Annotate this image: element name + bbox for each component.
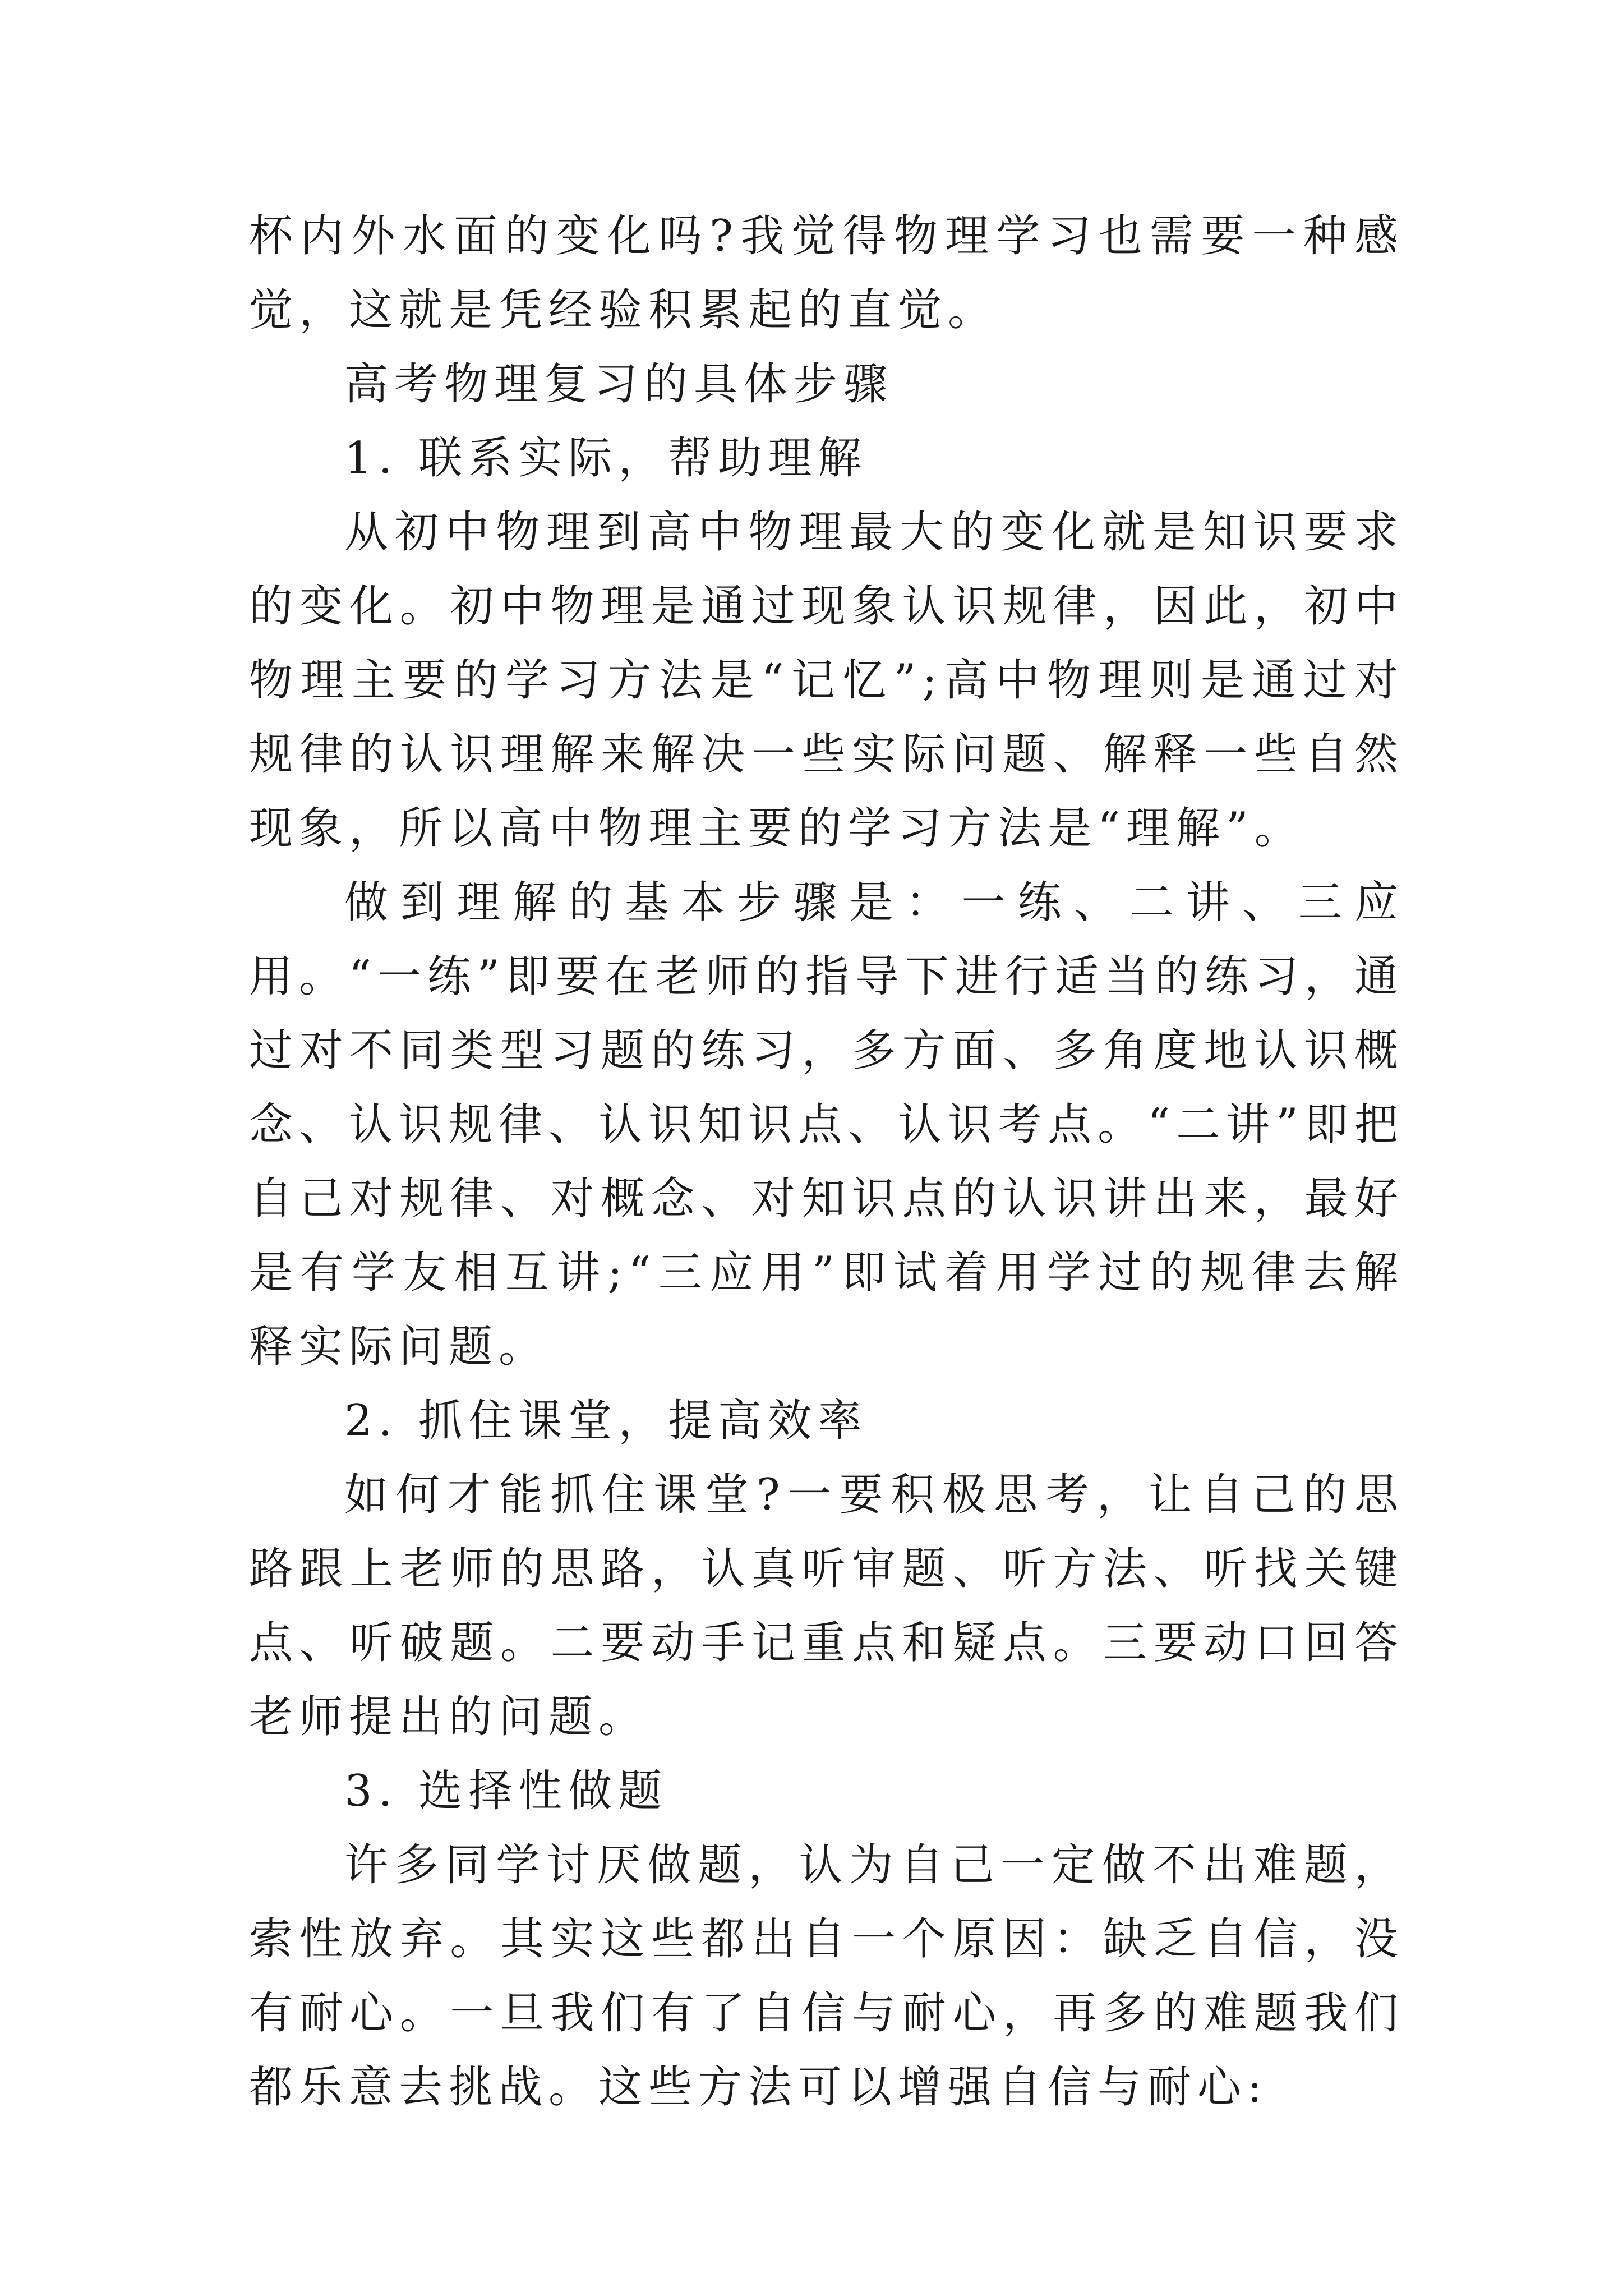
document-body — [249, 199, 1404, 2124]
paragraph-understanding: 从初中物理到高中物理最大的变化就是知识要求的变化。初中物理是通过现象认识规律，因此，初中物理主要的学习方法是“记忆”;高中物理则是通过对规律的认识理解来解决一些实际问题、解释一些自然现象，所以高中物理主要的学习方法是“理解”。 — [249, 507, 1404, 854]
paragraph-continuation: 杯内外水面的变化吗?我觉得物理学习也需要一种感觉，这就是凭经验积累起的直觉。 — [249, 211, 1404, 335]
paragraph-classroom: 如何才能抓住课堂?一要积极思考，让自己的思路跟上老师的思路，认真听审题、听方法、听找关键点、听破题。二要动手记重点和疑点。三要动口回答老师提出的问题。 — [249, 1470, 1404, 1742]
section-heading: 高考物理复习的具体步骤 — [344, 359, 894, 409]
step-heading-2: 2. 抓住课堂，提高效率 — [344, 1396, 868, 1446]
paragraph-basic-steps: 做到理解的基本步骤是：一练、二讲、三应用。“一练”即要在老师的指导下进行适当的练习，通过对不同类型习题的练习，多方面、多角度地认识概念、认识规律、认识知识点、认识考点。“二讲”即把自己对规律、对概念、对知识点的认识讲出来，最好是有学友相互讲;“三应用”即试着用学过的规律去解释实际问题。 — [249, 877, 1404, 1372]
step-heading-3: 3. 选择性做题 — [344, 1766, 668, 1816]
paragraph-selective-practice: 许多同学讨厌做题，认为自己一定做不出难题，索性放弃。其实这些都出自一个原因：缺乏自信，没有耐心。一旦我们有了自信与耐心，再多的难题我们都乐意去挑战。这些方法可以增强自信与耐心: — [249, 1840, 1404, 2113]
step-heading-1: 1. 联系实际，帮助理解 — [344, 433, 868, 484]
